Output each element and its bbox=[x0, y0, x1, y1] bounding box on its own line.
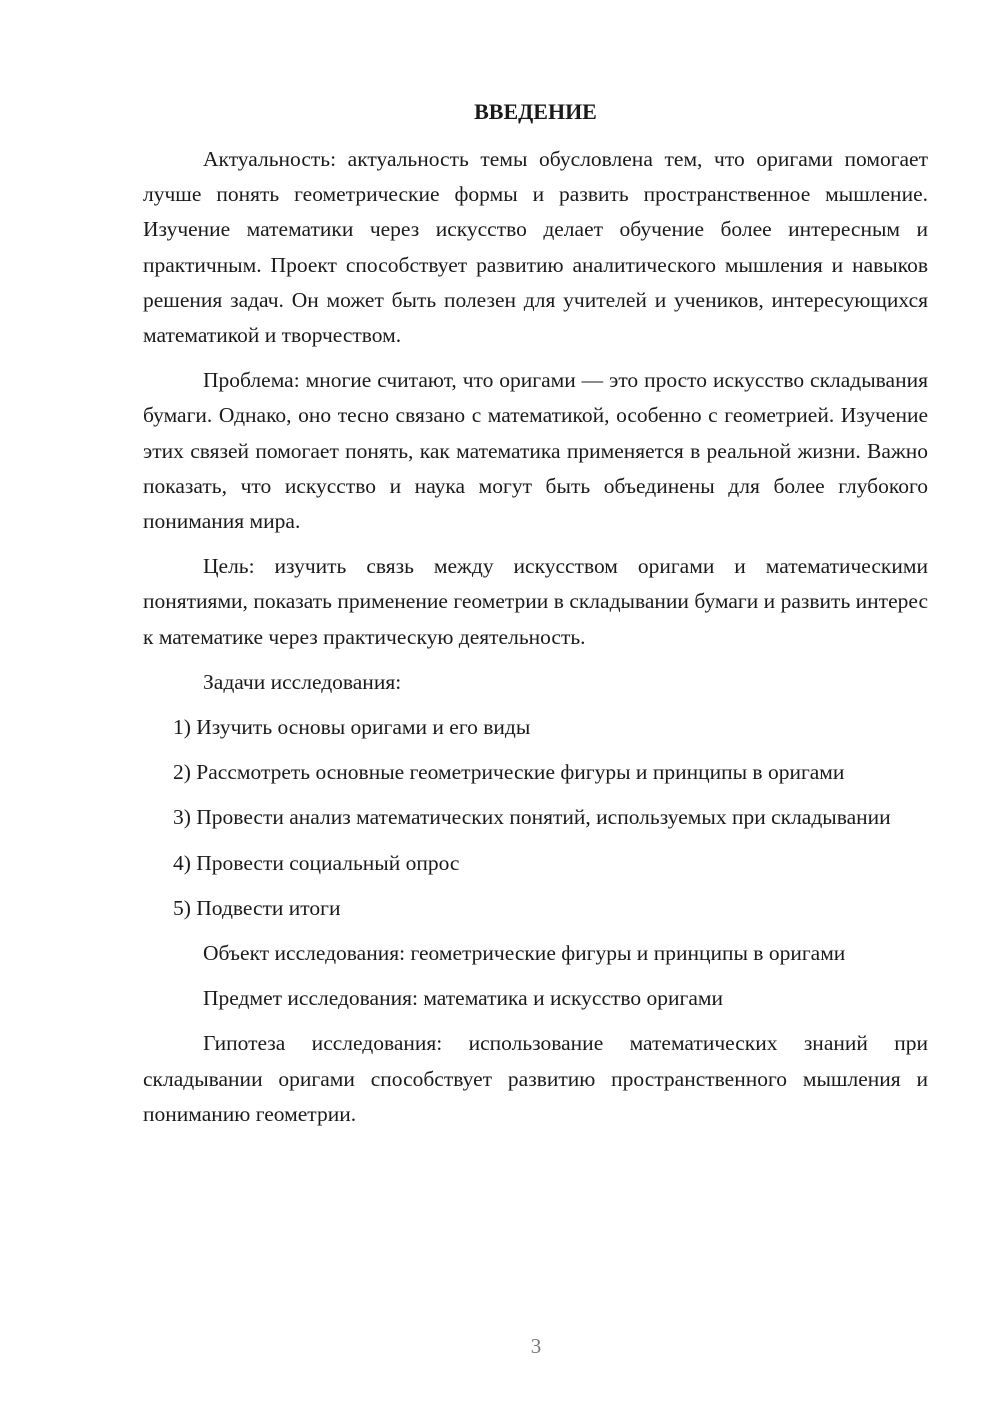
paragraph-goal: Цель: изучить связь между искусством оригами и математическими понятиями, показать применение геометрии в складывании бумаги и развить интерес к математике через практическую деятельность. bbox=[143, 554, 928, 649]
body-text bbox=[143, 142, 928, 1142]
paragraph-problem: Проблема: многие считают, что оригами — это просто искусство складывания бумаги. Однако, оно тесно связано с математикой, особенно с геометрией. Изучение этих связей помогает понять, как математика применяется в реальной жизни. Важно показать, что искусство и наука могут быть объединены для более глубокого понимания мира. bbox=[143, 368, 928, 534]
paragraph-subject: Предмет исследования: математика и искусство оригами bbox=[203, 986, 723, 1011]
paragraph-hypothesis: Гипотеза исследования: использование математических знаний при складывании оригами способствует развитию пространственного мышления и пониманию геометрии. bbox=[143, 1031, 928, 1126]
task-item-2: 2) Рассмотреть основные геометрические фигуры и принципы в оригами bbox=[173, 760, 845, 785]
task-item-3: 3) Провести анализ математических понятий, используемых при складывании bbox=[173, 805, 891, 830]
page-number: 3 bbox=[530, 1334, 542, 1358]
task-item-5: 5) Подвести итоги bbox=[173, 895, 341, 920]
paragraph-tasks-heading: Задачи исследования: bbox=[203, 669, 402, 694]
task-item-4: 4) Провести социальный опрос bbox=[173, 850, 460, 875]
paragraph-object: Объект исследования: геометрические фигуры и принципы в оригами bbox=[203, 941, 846, 966]
task-item-1: 1) Изучить основы оригами и его виды bbox=[173, 715, 531, 740]
paragraph-relevance: Актуальность: актуальность темы обусловлена тем, что оригами помогает лучше понять геометрические формы и развить пространственное мышление. Изучение математики через искусство делает обучение более интересным и практичным. Проект способствует развитию аналитического мышления и навыков решения задач. Он может быть полезен для учителей и учеников, интересующихся математикой и творчеством. bbox=[143, 147, 928, 348]
section-title: ВВЕДЕНИЕ bbox=[474, 99, 597, 124]
